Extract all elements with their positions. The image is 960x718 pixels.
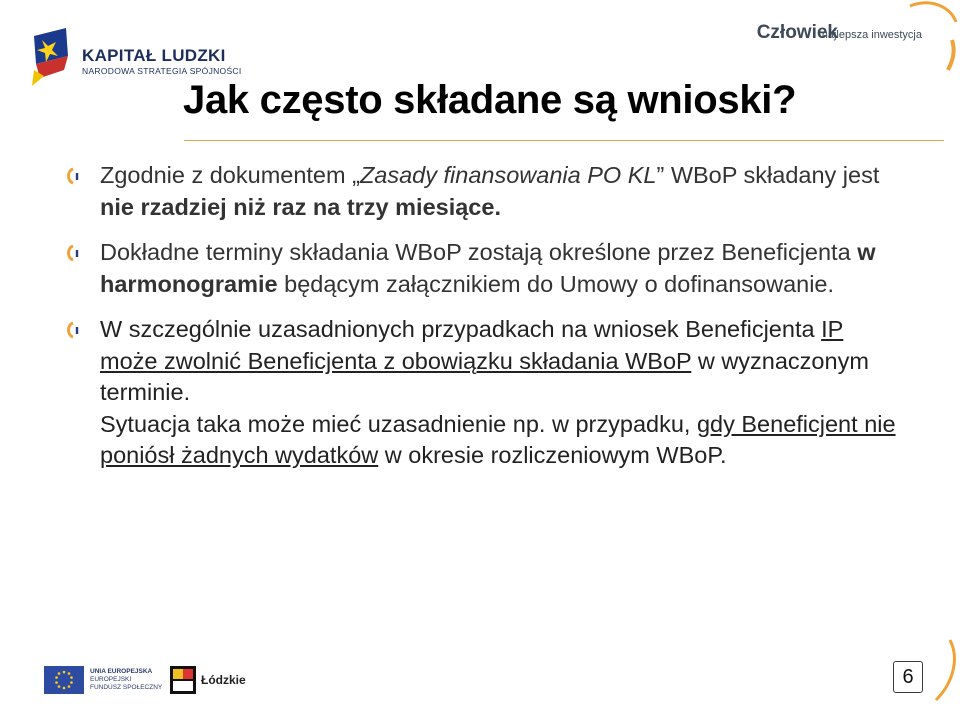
- eu-logo-line: FUNDUSZ SPOŁECZNY: [90, 684, 163, 691]
- bullet-text-underlined: gdy Beneficjent nie poniósł żadnych wydatków: [100, 410, 896, 468]
- eu-logo: [44, 666, 164, 694]
- kapital-ludzki-subtitle: NARODOWA STRATEGIA SPÓJNOŚCI: [82, 66, 242, 76]
- lodzkie-logo-text: Łódzkie: [201, 673, 246, 687]
- bullet-list: [64, 160, 904, 486]
- czlowiek-logo-word: Człowiek: [756, 22, 838, 43]
- bullet-text: Zgodnie z dokumentem „: [100, 162, 360, 188]
- bullet-text-bold: nie rzadziej niż raz na trzy miesiące.: [100, 193, 501, 220]
- bullet-item: [64, 160, 904, 223]
- title-divider: [184, 140, 944, 141]
- lodzkie-emblem-icon: [170, 666, 196, 694]
- czlowiek-logo-tagline: najlepsza inwestycja: [821, 29, 922, 41]
- eu-logo-line: UNIA EUROPEJSKA: [90, 668, 153, 675]
- bullet-text: w wyznaczonym terminie.: [100, 347, 869, 405]
- bullet-item: [64, 237, 904, 300]
- eu-flag-icon: [44, 666, 84, 694]
- bullet-text: w okresie rozliczeniowym WBoP.: [378, 442, 727, 468]
- decorative-swoosh-bottom-icon: [900, 620, 960, 718]
- kapital-ludzki-emblem-icon: [30, 26, 72, 88]
- bullet-text-italic: Zasady finansowania PO KL: [359, 162, 657, 188]
- bullet-text-bold: w harmonogramie: [100, 239, 876, 297]
- bullet-item: [64, 314, 904, 472]
- bullet-swirl-icon: [64, 321, 82, 339]
- bullet-text: będącym załącznikiem do Umowy o dofinansowanie.: [277, 270, 835, 297]
- bullet-text: Dokładne terminy składania WBoP zostają określone przez Beneficjenta: [100, 239, 858, 265]
- eu-logo-line: EUROPEJSKI: [90, 676, 132, 683]
- bullet-text: Sytuacja taka może mieć uzasadnienie np. w przypadku,: [100, 410, 697, 437]
- bullet-swirl-icon: [64, 167, 82, 185]
- bullet-text: W szczególnie uzasadnionych przypadkach na wniosek Beneficjenta: [100, 316, 822, 342]
- decorative-swoosh-top-icon: [890, 0, 960, 80]
- lodzkie-logo: [170, 666, 260, 696]
- bullet-text: ” WBoP składany jest: [656, 162, 880, 188]
- kapital-ludzki-title: KAPITAŁ LUDZKI: [82, 46, 226, 65]
- page-number: 6: [893, 661, 923, 693]
- slide-title: Jak często składane są wnioski?: [183, 78, 797, 122]
- bullet-text-underlined: IP może zwolnić Beneficjenta z obowiązku składania WBoP: [100, 316, 844, 374]
- eu-logo-text: [90, 668, 162, 692]
- bullet-swirl-icon: [64, 244, 82, 262]
